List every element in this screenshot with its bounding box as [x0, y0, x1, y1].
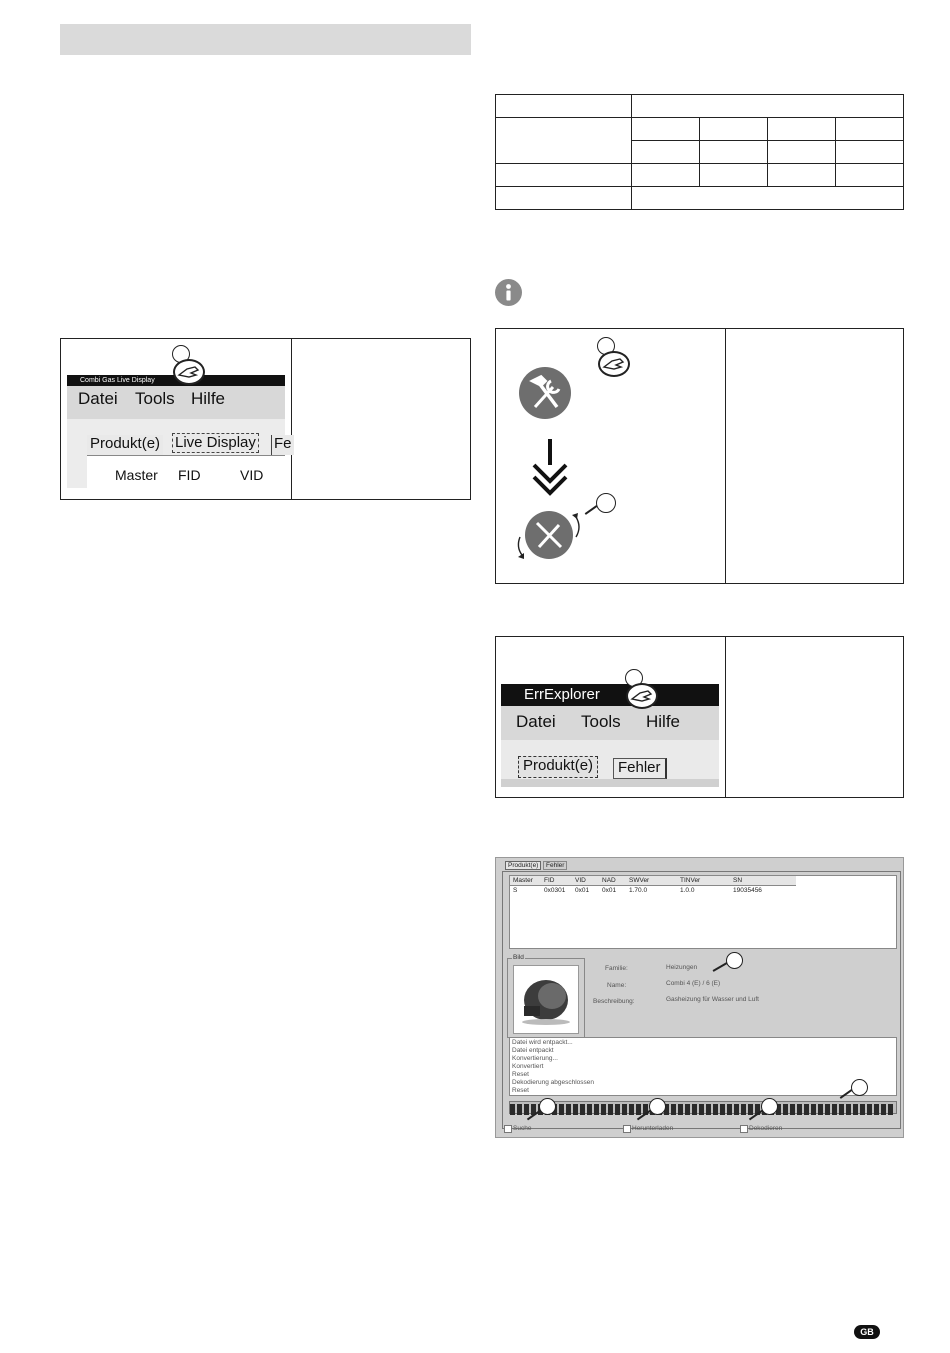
td-swver: 1.70.0: [629, 887, 648, 894]
col-master: Master: [115, 467, 158, 483]
progress-segment: [860, 1104, 865, 1115]
progress-segment: [790, 1104, 795, 1115]
section-header-bar: [60, 24, 471, 55]
progress-segment: [629, 1104, 634, 1115]
menu-tools[interactable]: Tools: [135, 389, 175, 408]
progress-segment: [804, 1104, 809, 1115]
pointing-hand-icon: [598, 351, 630, 377]
progress-segment: [615, 1104, 620, 1115]
log-line: Datei wird entpackt...: [512, 1039, 573, 1046]
progress-segment: [811, 1104, 816, 1115]
progress-segment: [825, 1104, 830, 1115]
figure-box-1: [60, 338, 471, 500]
th-vid: VID: [575, 877, 586, 884]
progress-segment: [510, 1104, 515, 1115]
menu-hilfe[interactable]: Hilfe: [646, 712, 681, 731]
screenshot-live-display: [67, 375, 292, 488]
product-table: [509, 875, 897, 949]
td-tinver: 1.0.0: [680, 887, 695, 894]
td-vid: 0x01: [575, 887, 590, 894]
progress-segment: [566, 1104, 571, 1115]
progress-segment: [797, 1104, 802, 1115]
tab-produkte[interactable]: Produkt(e): [87, 435, 163, 455]
progress-segment: [594, 1104, 599, 1115]
menu-tools[interactable]: Tools: [581, 712, 621, 731]
progress-segment: [839, 1104, 844, 1115]
progress-segment: [727, 1104, 732, 1115]
tab-produkte[interactable]: Produkt(e): [505, 861, 541, 870]
progress-segment: [720, 1104, 725, 1115]
progress-segment: [671, 1104, 676, 1115]
rotate-arrows-icon: [514, 507, 584, 563]
pointing-hand-icon: [626, 683, 658, 709]
log-line: Reset: [512, 1087, 529, 1094]
progress-segment: [888, 1104, 893, 1115]
progress-segment: [601, 1104, 606, 1115]
log-line: Dekodierung abgeschlossen: [512, 1079, 595, 1086]
progress-segment: [636, 1104, 641, 1115]
progress-segment: [587, 1104, 592, 1115]
checkbox-herunterladen[interactable]: [623, 1125, 631, 1133]
td-master: S: [513, 887, 518, 894]
col-vid: VID: [240, 467, 264, 483]
callout-marker: [649, 1098, 666, 1115]
progress-segment: [699, 1104, 704, 1115]
progress-segment: [874, 1104, 879, 1115]
double-arrow-down-icon: [532, 439, 568, 499]
figure-box-errexplorer: [495, 636, 904, 798]
window-title: Combi Gas Live Display: [80, 377, 155, 384]
screenshot-product-window: [495, 857, 904, 1138]
progress-segment: [741, 1104, 746, 1115]
callout-marker: [726, 952, 743, 969]
progress-bar: [509, 1101, 897, 1114]
td-fid: 0x0301: [544, 887, 566, 894]
progress-segment: [622, 1104, 627, 1115]
th-tinver: TINVer: [680, 877, 701, 884]
pointing-hand-icon: [173, 359, 205, 385]
tab-fehler[interactable]: Fehler: [613, 758, 667, 779]
th-swver: SWVer: [629, 877, 650, 884]
td-sn: 19035456: [733, 887, 762, 894]
log-panel[interactable]: [509, 1037, 897, 1096]
th-master: Master: [513, 877, 533, 884]
figure-box-tools: [495, 328, 904, 584]
checkbox-herunterladen-label: Herunterladen: [632, 1125, 674, 1132]
bild-label: Bild: [513, 954, 524, 961]
menu-datei[interactable]: Datei: [78, 389, 118, 408]
progress-segment: [517, 1104, 522, 1115]
name-value: Combi 4 (E) / 6 (E): [666, 980, 721, 987]
progress-segment: [573, 1104, 578, 1115]
checkbox-suche-label: Suche: [513, 1125, 532, 1132]
progress-segment: [524, 1104, 529, 1115]
progress-segment: [734, 1104, 739, 1115]
progress-segment: [783, 1104, 788, 1115]
progress-segment: [867, 1104, 872, 1115]
th-nad: NAD: [602, 877, 616, 884]
progress-segment: [692, 1104, 697, 1115]
progress-segment: [580, 1104, 585, 1115]
th-sn: SN: [733, 877, 743, 884]
product-image: [513, 965, 579, 1034]
td-nad: 0x01: [602, 887, 617, 894]
progress-segment: [678, 1104, 683, 1115]
progress-segment: [713, 1104, 718, 1115]
progress-segment: [846, 1104, 851, 1115]
progress-segment: [608, 1104, 613, 1115]
beschreibung-label: Beschreibung:: [593, 998, 635, 1005]
log-line: Reset: [512, 1071, 529, 1078]
col-fid: FID: [178, 467, 201, 483]
info-icon: [495, 279, 522, 306]
language-badge: [854, 1325, 880, 1339]
callout-marker: [851, 1079, 868, 1096]
menu-hilfe[interactable]: Hilfe: [191, 389, 226, 408]
tab-produkte[interactable]: Produkt(e): [518, 756, 598, 778]
progress-segment: [853, 1104, 858, 1115]
checkbox-suche[interactable]: [504, 1125, 512, 1133]
familie-label: Familie:: [605, 965, 628, 972]
progress-segment: [685, 1104, 690, 1115]
callout-marker: [539, 1098, 556, 1115]
progress-segment: [748, 1104, 753, 1115]
spec-table: [495, 94, 904, 210]
log-line: Konvertierung...: [512, 1055, 558, 1062]
callout-marker: [596, 493, 616, 513]
name-label: Name:: [607, 982, 627, 989]
tab-fehler[interactable]: Fehler: [543, 861, 567, 870]
window-title: ErrExplorer: [524, 686, 600, 703]
th-fid: FID: [544, 877, 555, 884]
progress-segment: [818, 1104, 823, 1115]
tab-fehler-partial[interactable]: Fe: [271, 435, 294, 455]
log-line: Datei entpackt: [512, 1047, 554, 1054]
checkbox-dekodieren-label: Dekodieren: [749, 1125, 783, 1132]
familie-value: Heizungen: [666, 964, 698, 971]
checkbox-dekodieren[interactable]: [740, 1125, 748, 1133]
progress-segment: [706, 1104, 711, 1115]
progress-segment: [559, 1104, 564, 1115]
log-line: Konvertiert: [512, 1063, 544, 1070]
language-badge-text: GB: [860, 1327, 874, 1337]
screenshot-errexplorer: [501, 684, 719, 787]
beschreibung-value: Gasheizung für Wasser und Luft: [666, 996, 759, 1003]
tools-icon: [519, 367, 571, 419]
menu-datei[interactable]: Datei: [516, 712, 556, 731]
progress-segment: [832, 1104, 837, 1115]
progress-segment: [881, 1104, 886, 1115]
callout-marker: [761, 1098, 778, 1115]
tab-live-display[interactable]: Live Display: [172, 433, 259, 453]
